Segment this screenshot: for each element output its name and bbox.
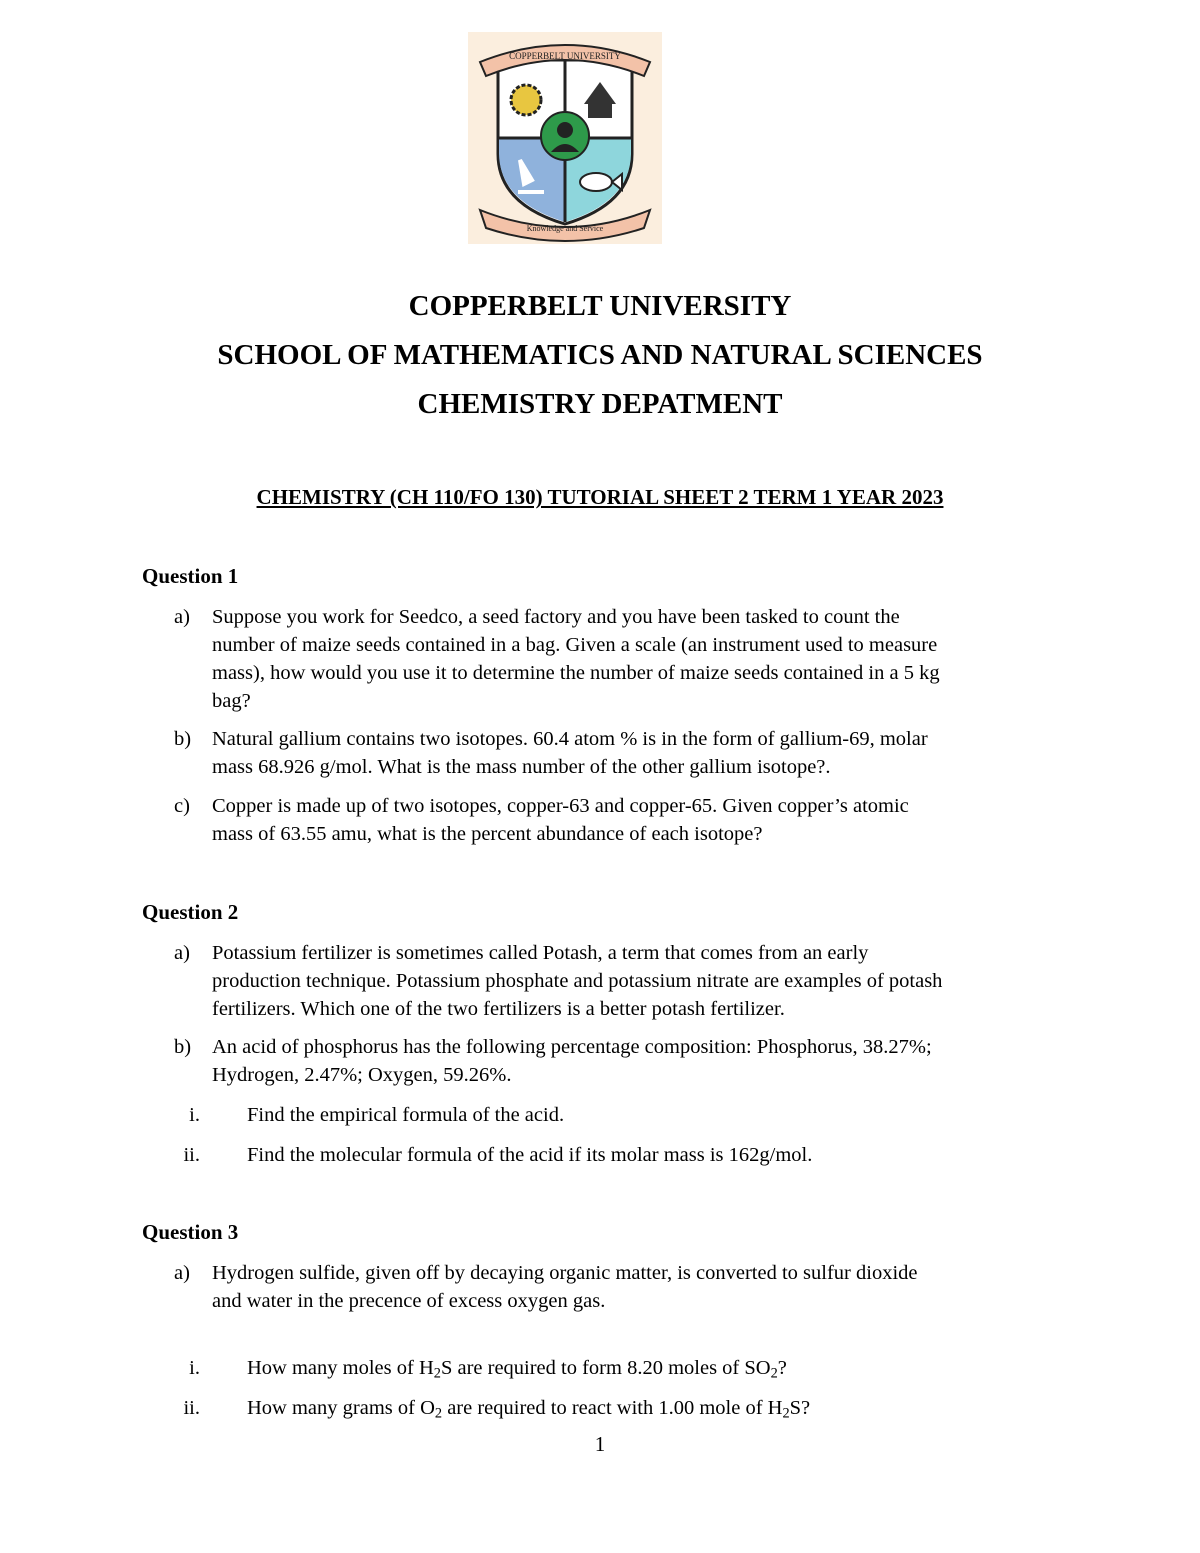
q2-b-line: An acid of phosphorus has the following percentage composition: Phosphorus, 38.27%;: [212, 1036, 932, 1058]
q1-a-line: bag?: [212, 690, 251, 712]
q3-i-subscript-2: 2: [770, 1365, 778, 1382]
q3-i-text-mid: S are required to form 8.20 moles of SO: [440, 1357, 771, 1379]
question-2-title: Question 2: [142, 900, 239, 924]
q3-ii-text: [247, 1394, 1062, 1422]
q3-ii-subscript-1: 2: [434, 1405, 443, 1422]
tutorial-sheet-title: CHEMISTRY (CH 110/FO 130) TUTORIAL SHEET 2 TERM 1 YEAR 2023: [256, 485, 944, 509]
q3-ii-text-post: S?: [789, 1397, 811, 1419]
university-name: COPPERBELT UNIVERSITY: [408, 290, 792, 322]
q3-i-marker: i.: [189, 1357, 200, 1379]
question-1-title: Question 1: [142, 564, 239, 588]
crest-svg: [468, 32, 662, 244]
q1-b-marker: b): [174, 728, 192, 750]
q2-b-i-marker: i.: [189, 1104, 200, 1126]
q2-a-line: Potassium fertilizer is sometimes called Potash, a term that comes from an early: [212, 942, 869, 964]
q3-a-line: and water in the precence of excess oxygen gas.: [212, 1290, 606, 1312]
crest-banner-bottom: Knowledge and Service: [526, 224, 604, 233]
q2-a-line: production technique. Potassium phosphate and potassium nitrate are examples of potash: [212, 970, 943, 992]
q3-i-text-post: ?: [777, 1357, 787, 1379]
q2-b-marker: b): [174, 1036, 192, 1058]
question-3-title: Question 3: [142, 1220, 239, 1244]
q1-c-line: mass of 63.55 amu, what is the percent abundance of each isotope?: [212, 823, 763, 845]
q1-a-line: number of maize seeds contained in a bag. Given a scale (an instrument used to measure: [212, 634, 938, 656]
q1-b-line: Natural gallium contains two isotopes. 60.4 atom % is in the form of gallium-69, molar: [212, 728, 928, 750]
q1-b-line: mass 68.926 g/mol. What is the mass number of the other gallium isotope?.: [212, 756, 831, 778]
page-number: 1: [594, 1432, 606, 1456]
department-name: CHEMISTRY DEPATMENT: [417, 388, 783, 420]
q1-a-line: Suppose you work for Seedco, a seed factory and you have been tasked to count the: [212, 606, 900, 628]
school-name: SCHOOL OF MATHEMATICS AND NATURAL SCIENCES: [217, 339, 983, 371]
q3-i-subscript-1: 2: [433, 1365, 441, 1382]
q3-a-line: Hydrogen sulfide, given off by decaying organic matter, is converted to sulfur dioxide: [212, 1262, 918, 1284]
q2-b-i-text: Find the empirical formula of the acid.: [247, 1104, 565, 1126]
q2-b-line: Hydrogen, 2.47%; Oxygen, 59.26%.: [212, 1064, 512, 1086]
q3-a-marker: a): [174, 1262, 190, 1284]
q3-ii-text-mid: are required to react with 1.00 mole of H: [442, 1397, 783, 1419]
q2-a-marker: a): [174, 942, 190, 964]
q2-b-ii-text: Find the molecular formula of the acid if its molar mass is 162g/mol.: [247, 1144, 813, 1166]
q3-i-text: [247, 1354, 1062, 1382]
q1-a-marker: a): [174, 606, 190, 628]
q1-c-line: Copper is made up of two isotopes, copper-63 and copper-65. Given copper’s atomic: [212, 795, 909, 817]
university-crest-logo: [468, 32, 662, 244]
q3-i-text-pre: How many moles of H: [247, 1357, 434, 1379]
q3-ii-marker: ii.: [183, 1397, 200, 1419]
q3-ii-subscript-2: 2: [782, 1405, 790, 1422]
crest-banner-top: COPPERBELT UNIVERSITY: [509, 51, 621, 61]
q1-c-marker: c): [174, 795, 190, 817]
q1-a-line: mass), how would you use it to determine the number of maize seeds contained in a 5 kg: [212, 662, 940, 684]
q3-ii-text-pre: How many grams of O: [247, 1397, 435, 1419]
q2-b-ii-marker: ii.: [183, 1144, 200, 1166]
q2-a-line: fertilizers. Which one of the two fertilizers is a better potash fertilizer.: [212, 998, 785, 1020]
